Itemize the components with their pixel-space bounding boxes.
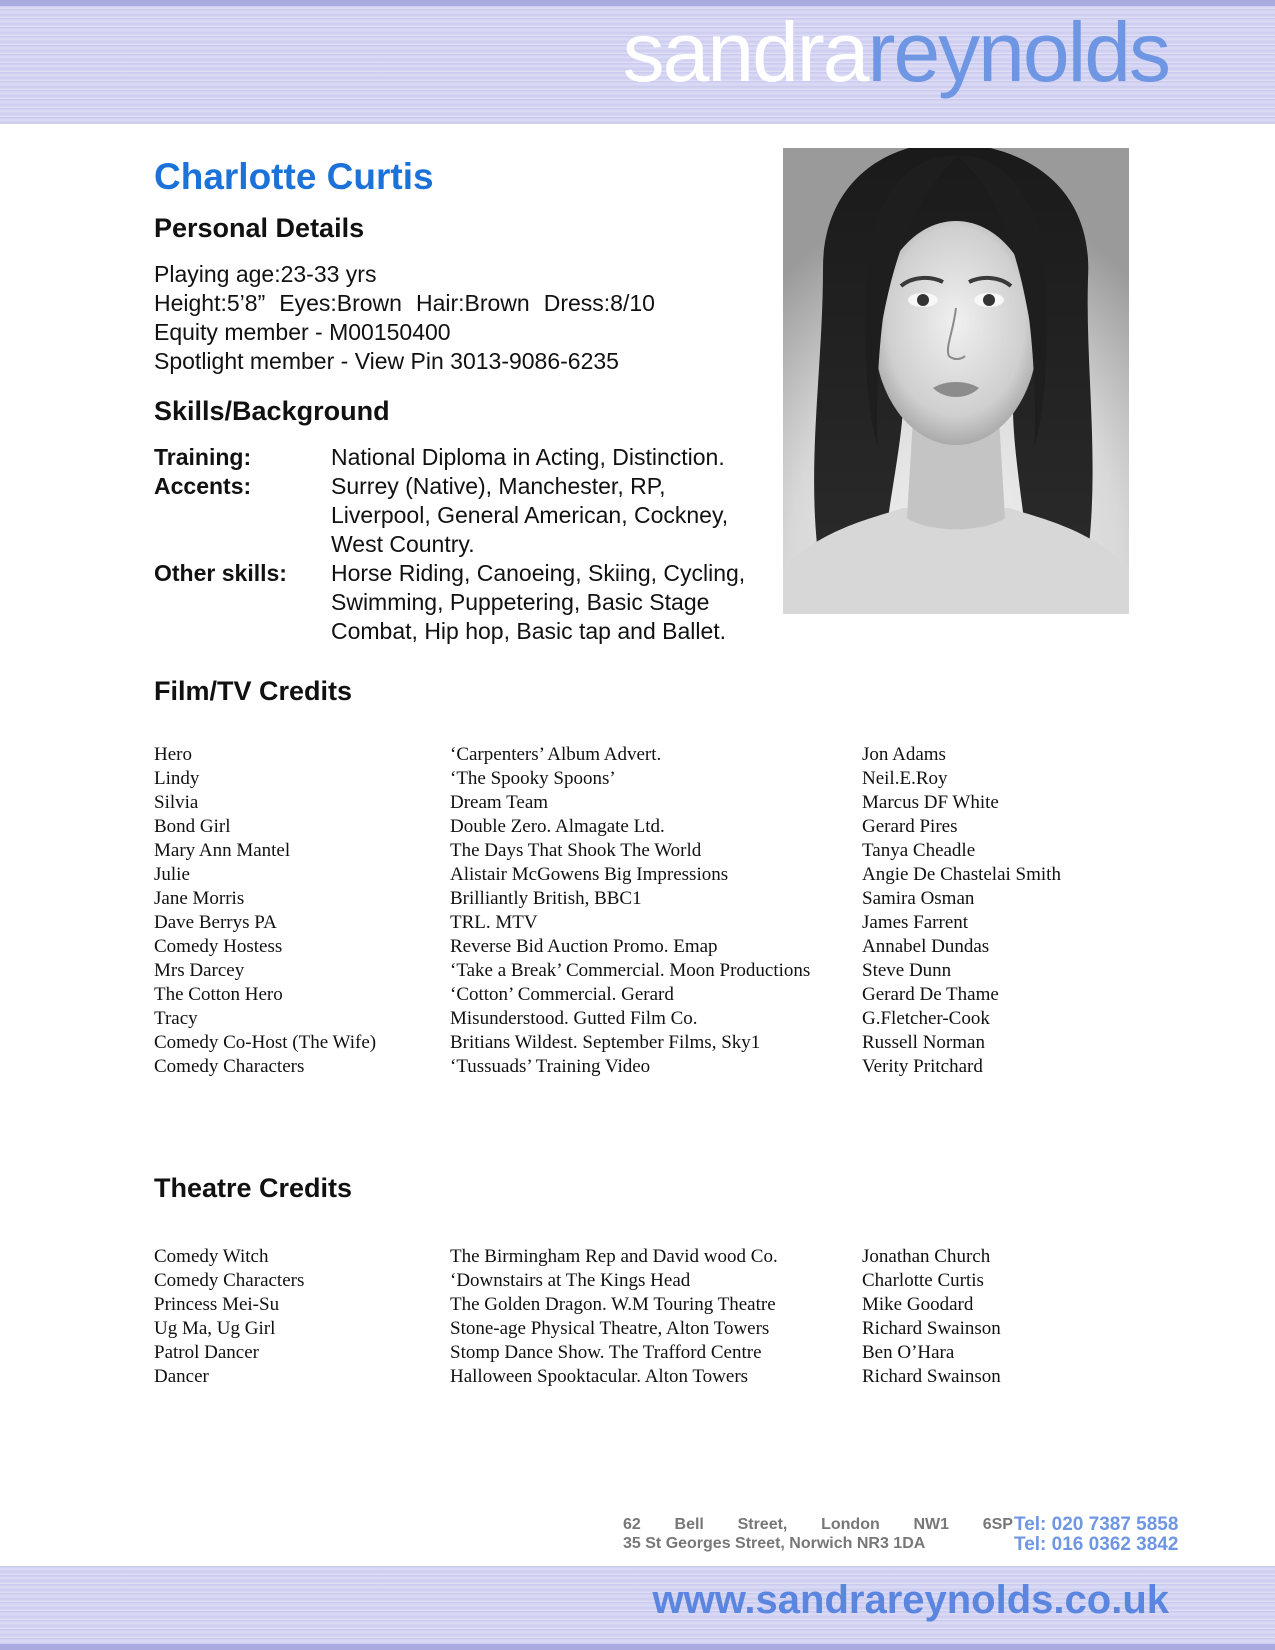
credit-role: The Cotton Hero xyxy=(154,984,283,1005)
credit-director: Neil.E.Roy xyxy=(862,768,948,789)
credit-director: Richard Swainson xyxy=(862,1318,1001,1339)
credit-production: ‘The Spooky Spoons’ xyxy=(450,768,616,789)
credit-production: Stomp Dance Show. The Trafford Centre xyxy=(450,1342,762,1363)
address-line-1 xyxy=(623,1515,1013,1534)
credit-role: Comedy Witch xyxy=(154,1246,269,1267)
credit-director: Marcus DF White xyxy=(862,792,999,813)
other-skills-value: Horse Riding, Canoeing, Skiing, Cycling, Swimming, Puppetering, Basic Stage Combat, Hip hop, Basic tap and Ballet. xyxy=(331,560,746,644)
playing-age: Playing age:23-33 yrs xyxy=(154,261,377,287)
credit-production: Misunderstood. Gutted Film Co. xyxy=(450,1008,698,1029)
credit-director: James Farrent xyxy=(862,912,969,933)
agency-website-link[interactable]: www.sandrareynolds.co.uk xyxy=(652,1578,1169,1622)
credit-production: ‘Tussuads’ Training Video xyxy=(450,1056,651,1077)
credit-director: Gerard De Thame xyxy=(862,984,999,1005)
theatre-heading: Theatre Credits xyxy=(154,1173,353,1203)
credit-production: The Golden Dragon. W.M Touring Theatre xyxy=(450,1294,776,1315)
address-word: 62 xyxy=(623,1516,641,1533)
credit-director: Mike Goodard xyxy=(862,1294,974,1315)
agency-phones xyxy=(1014,1515,1178,1555)
skills-heading: Skills/Background xyxy=(154,396,390,426)
phone-norwich: Tel: 016 0362 3842 xyxy=(1014,1534,1179,1555)
training-value: National Diploma in Acting, Distinction. xyxy=(331,444,725,470)
credit-director: Jon Adams xyxy=(862,744,946,765)
credit-director: Russell Norman xyxy=(862,1032,985,1053)
training-label: Training: xyxy=(154,444,252,470)
credit-production: Double Zero. Almagate Ltd. xyxy=(450,816,665,837)
dress: Dress:8/10 xyxy=(543,290,655,316)
agency-address xyxy=(623,1515,1013,1553)
credit-role: Comedy Co-Host (The Wife) xyxy=(154,1032,377,1053)
logo-part-reynolds: reynolds xyxy=(867,5,1169,99)
logo-part-sandra: sandra xyxy=(622,5,868,99)
headshot-photo xyxy=(783,148,1129,614)
height: Height:5’8” xyxy=(154,290,266,316)
address-word: Street, xyxy=(737,1516,788,1533)
credit-production: Britians Wildest. September Films, Sky1 xyxy=(450,1032,761,1053)
credit-role: Comedy Characters xyxy=(154,1270,305,1291)
credit-production: Alistair McGowens Big Impressions xyxy=(450,864,729,885)
accents-value: Surrey (Native), Manchester, RP, Liverpool, General American, Cockney, West Country. xyxy=(331,473,729,557)
spotlight-member: Spotlight member - View Pin 3013-9086-6235 xyxy=(154,348,619,374)
address-line-2: 35 St Georges Street, Norwich NR3 1DA xyxy=(623,1535,926,1552)
credit-role: Lindy xyxy=(154,768,200,789)
credit-role: Comedy Hostess xyxy=(154,936,283,957)
credit-production: The Days That Shook The World xyxy=(450,840,702,861)
personal-details-heading: Personal Details xyxy=(154,213,365,243)
credit-production: ‘Downstairs at The Kings Head xyxy=(450,1270,691,1291)
header-band xyxy=(0,0,1275,124)
credit-production: Dream Team xyxy=(450,792,549,813)
credit-director: Tanya Cheadle xyxy=(862,840,976,861)
agency-logo xyxy=(622,5,1169,99)
credit-production: ‘Cotton’ Commercial. Gerard xyxy=(450,984,674,1005)
credit-role: Comedy Characters xyxy=(154,1056,305,1077)
credit-director: Jonathan Church xyxy=(862,1246,991,1267)
credit-director: Richard Swainson xyxy=(862,1366,1001,1387)
credit-role: Dancer xyxy=(154,1366,209,1387)
credit-production: ‘Take a Break’ Commercial. Moon Productions xyxy=(450,960,811,981)
credit-production: Reverse Bid Auction Promo. Emap xyxy=(450,936,718,957)
credit-role: Ug Ma, Ug Girl xyxy=(154,1318,276,1339)
credit-director: G.Fletcher-Cook xyxy=(862,1008,990,1029)
hair: Hair:Brown xyxy=(415,290,530,316)
credit-role: Hero xyxy=(154,744,192,765)
credit-role: Dave Berrys PA xyxy=(154,912,277,933)
credit-director: Angie De Chastelai Smith xyxy=(862,864,1061,885)
credit-director: Gerard Pires xyxy=(862,816,958,837)
credit-director: Steve Dunn xyxy=(862,960,952,981)
address-word: London xyxy=(821,1516,880,1533)
credit-role: Bond Girl xyxy=(154,816,231,837)
address-word: NW1 xyxy=(913,1516,950,1533)
footer-band-edge xyxy=(0,1644,1275,1650)
credit-director: Ben O’Hara xyxy=(862,1342,955,1363)
credit-production: ‘Carpenters’ Album Advert. xyxy=(450,744,662,765)
credit-production: Brilliantly British, BBC1 xyxy=(450,888,642,909)
credit-role: Jane Morris xyxy=(154,888,245,909)
credit-director: Samira Osman xyxy=(862,888,975,909)
credit-production: Halloween Spooktacular. Alton Towers xyxy=(450,1366,749,1387)
credit-role: Tracy xyxy=(154,1008,198,1029)
credit-role: Patrol Dancer xyxy=(154,1342,259,1363)
other-skills-label: Other skills: xyxy=(154,560,287,586)
eyes: Eyes:Brown xyxy=(279,290,402,316)
personal-details xyxy=(154,260,655,376)
measurements-line xyxy=(154,289,655,318)
credit-role: Mary Ann Mantel xyxy=(154,840,291,861)
address-word: 6SP xyxy=(982,1516,1013,1533)
credit-role: Julie xyxy=(154,864,190,885)
credit-role: Princess Mei-Su xyxy=(154,1294,280,1315)
phone-london: Tel: 020 7387 5858 xyxy=(1014,1514,1179,1535)
credit-role: Silvia xyxy=(154,792,199,813)
credit-director: Verity Pritchard xyxy=(862,1056,983,1077)
actor-name: Charlotte Curtis xyxy=(154,156,434,197)
credit-director: Annabel Dundas xyxy=(862,936,990,957)
headshot-illustration xyxy=(783,148,1129,614)
equity-member: Equity member - M00150400 xyxy=(154,319,451,345)
accents-label: Accents: xyxy=(154,473,252,499)
credit-role: Mrs Darcey xyxy=(154,960,245,981)
address-word: Bell xyxy=(674,1516,704,1533)
credit-production: Stone-age Physical Theatre, Alton Towers xyxy=(450,1318,770,1339)
credit-director: Charlotte Curtis xyxy=(862,1270,984,1291)
film-tv-heading: Film/TV Credits xyxy=(154,676,353,706)
credit-production: The Birmingham Rep and David wood Co. xyxy=(450,1246,778,1267)
credit-production: TRL. MTV xyxy=(450,912,538,933)
